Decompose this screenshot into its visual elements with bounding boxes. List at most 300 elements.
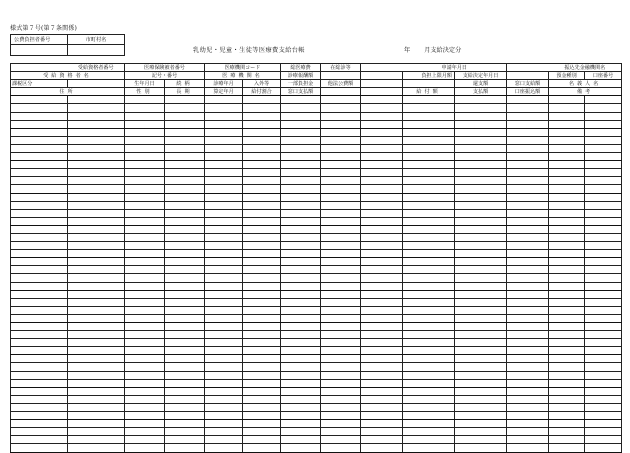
record-cell[interactable] [455,161,507,169]
record-cell[interactable] [243,96,281,104]
record-cell[interactable] [403,306,455,314]
record-cell[interactable] [68,347,125,355]
record-cell[interactable] [455,193,507,201]
record-cell[interactable] [361,193,403,201]
record-cell[interactable] [507,331,549,339]
record-cell[interactable] [68,266,125,274]
record-cell[interactable] [507,387,549,395]
record-cell[interactable] [11,128,68,136]
record-cell[interactable] [281,225,321,233]
record-cell[interactable] [507,323,549,331]
record-cell[interactable] [507,314,549,322]
record-cell[interactable] [361,258,403,266]
record-cell[interactable] [11,412,68,420]
record-cell[interactable] [455,363,507,371]
record-cell[interactable] [11,209,68,217]
record-cell[interactable] [361,104,403,112]
record-cell[interactable] [549,412,585,420]
record-cell[interactable] [455,185,507,193]
record-cell[interactable] [455,217,507,225]
record-cell[interactable] [321,96,361,104]
record-cell[interactable] [585,436,622,444]
record-cell[interactable] [165,347,205,355]
record-cell[interactable] [455,266,507,274]
record-cell[interactable] [361,428,403,436]
record-cell[interactable] [549,185,585,193]
record-cell[interactable] [243,436,281,444]
record-cell[interactable] [455,274,507,282]
record-cell[interactable] [403,242,455,250]
record-cell[interactable] [125,355,165,363]
record-cell[interactable] [403,96,455,104]
record-cell[interactable] [281,258,321,266]
record-cell[interactable] [403,161,455,169]
record-cell[interactable] [455,120,507,128]
record-cell[interactable] [361,314,403,322]
record-cell[interactable] [549,282,585,290]
record-cell[interactable] [243,217,281,225]
record-cell[interactable] [68,104,125,112]
record-cell[interactable] [165,331,205,339]
record-cell[interactable] [361,185,403,193]
record-cell[interactable] [403,209,455,217]
record-cell[interactable] [165,387,205,395]
record-cell[interactable] [205,290,243,298]
record-cell[interactable] [125,193,165,201]
record-cell[interactable] [281,242,321,250]
record-cell[interactable] [321,120,361,128]
record-cell[interactable] [585,136,622,144]
record-cell[interactable] [455,104,507,112]
record-cell[interactable] [403,250,455,258]
record-cell[interactable] [281,96,321,104]
record-cell[interactable] [455,420,507,428]
record-cell[interactable] [585,290,622,298]
record-cell[interactable] [165,242,205,250]
record-cell[interactable] [455,282,507,290]
record-cell[interactable] [68,331,125,339]
record-cell[interactable] [125,128,165,136]
record-cell[interactable] [403,112,455,120]
record-cell[interactable] [243,209,281,217]
record-cell[interactable] [11,266,68,274]
record-cell[interactable] [125,242,165,250]
record-cell[interactable] [165,104,205,112]
record-cell[interactable] [455,395,507,403]
record-cell[interactable] [68,371,125,379]
record-cell[interactable] [281,266,321,274]
record-cell[interactable] [281,201,321,209]
record-cell[interactable] [585,193,622,201]
record-cell[interactable] [165,266,205,274]
record-cell[interactable] [205,193,243,201]
record-cell[interactable] [125,395,165,403]
record-cell[interactable] [205,314,243,322]
record-cell[interactable] [243,169,281,177]
record-cell[interactable] [403,120,455,128]
record-cell[interactable] [205,161,243,169]
record-cell[interactable] [68,144,125,152]
record-cell[interactable] [11,104,68,112]
record-cell[interactable] [68,185,125,193]
record-cell[interactable] [125,331,165,339]
record-cell[interactable] [507,177,549,185]
record-cell[interactable] [11,193,68,201]
record-cell[interactable] [125,266,165,274]
record-cell[interactable] [243,420,281,428]
record-cell[interactable] [281,371,321,379]
record-cell[interactable] [585,412,622,420]
record-cell[interactable] [205,355,243,363]
record-cell[interactable] [68,274,125,282]
record-cell[interactable] [165,112,205,120]
record-cell[interactable] [243,201,281,209]
record-cell[interactable] [11,242,68,250]
record-cell[interactable] [243,355,281,363]
record-cell[interactable] [549,112,585,120]
record-cell[interactable] [403,323,455,331]
record-cell[interactable] [11,153,68,161]
record-cell[interactable] [281,282,321,290]
record-cell[interactable] [11,403,68,411]
record-cell[interactable] [321,266,361,274]
record-cell[interactable] [281,112,321,120]
record-cell[interactable] [205,331,243,339]
record-cell[interactable] [361,96,403,104]
record-cell[interactable] [361,242,403,250]
record-cell[interactable] [507,250,549,258]
record-cell[interactable] [585,242,622,250]
record-cell[interactable] [165,136,205,144]
record-cell[interactable] [455,323,507,331]
record-cell[interactable] [68,323,125,331]
record-cell[interactable] [321,177,361,185]
record-cell[interactable] [165,128,205,136]
record-cell[interactable] [361,153,403,161]
record-cell[interactable] [165,96,205,104]
record-cell[interactable] [165,185,205,193]
record-cell[interactable] [549,420,585,428]
record-cell[interactable] [361,266,403,274]
record-cell[interactable] [507,371,549,379]
record-cell[interactable] [361,112,403,120]
record-cell[interactable] [455,153,507,161]
record-cell[interactable] [321,387,361,395]
record-cell[interactable] [549,128,585,136]
record-cell[interactable] [507,201,549,209]
record-cell[interactable] [507,136,549,144]
record-cell[interactable] [68,96,125,104]
record-cell[interactable] [11,306,68,314]
record-cell[interactable] [585,177,622,185]
record-cell[interactable] [585,225,622,233]
municipality-cell[interactable] [68,45,125,56]
record-cell[interactable] [455,233,507,241]
record-cell[interactable] [507,274,549,282]
record-cell[interactable] [68,306,125,314]
record-cell[interactable] [165,298,205,306]
record-cell[interactable] [11,363,68,371]
record-cell[interactable] [507,339,549,347]
record-cell[interactable] [205,444,243,452]
record-cell[interactable] [585,169,622,177]
record-cell[interactable] [585,355,622,363]
record-cell[interactable] [243,306,281,314]
record-cell[interactable] [455,387,507,395]
record-cell[interactable] [165,339,205,347]
record-cell[interactable] [361,347,403,355]
record-cell[interactable] [403,314,455,322]
record-cell[interactable] [507,209,549,217]
record-cell[interactable] [403,355,455,363]
record-cell[interactable] [281,363,321,371]
record-cell[interactable] [11,177,68,185]
record-cell[interactable] [68,363,125,371]
record-cell[interactable] [165,209,205,217]
record-cell[interactable] [165,153,205,161]
record-cell[interactable] [281,153,321,161]
record-cell[interactable] [403,258,455,266]
record-cell[interactable] [165,290,205,298]
record-cell[interactable] [585,120,622,128]
record-cell[interactable] [11,428,68,436]
record-cell[interactable] [455,331,507,339]
record-cell[interactable] [11,274,68,282]
record-cell[interactable] [11,436,68,444]
record-cell[interactable] [243,233,281,241]
record-cell[interactable] [165,314,205,322]
record-cell[interactable] [321,444,361,452]
record-cell[interactable] [361,412,403,420]
record-cell[interactable] [165,193,205,201]
record-cell[interactable] [403,233,455,241]
record-cell[interactable] [165,444,205,452]
record-cell[interactable] [361,120,403,128]
record-cell[interactable] [205,96,243,104]
record-cell[interactable] [585,314,622,322]
record-cell[interactable] [585,201,622,209]
record-cell[interactable] [125,412,165,420]
record-cell[interactable] [549,314,585,322]
record-cell[interactable] [455,314,507,322]
record-cell[interactable] [549,144,585,152]
record-cell[interactable] [205,217,243,225]
record-cell[interactable] [11,395,68,403]
record-cell[interactable] [11,112,68,120]
record-cell[interactable] [243,412,281,420]
record-cell[interactable] [125,201,165,209]
record-cell[interactable] [321,331,361,339]
record-cell[interactable] [361,290,403,298]
record-cell[interactable] [455,428,507,436]
record-cell[interactable] [125,136,165,144]
record-cell[interactable] [281,306,321,314]
record-cell[interactable] [585,444,622,452]
record-cell[interactable] [321,128,361,136]
record-cell[interactable] [549,306,585,314]
record-cell[interactable] [403,136,455,144]
record-cell[interactable] [321,185,361,193]
record-cell[interactable] [361,177,403,185]
record-cell[interactable] [403,395,455,403]
record-cell[interactable] [281,298,321,306]
record-cell[interactable] [585,144,622,152]
record-cell[interactable] [68,217,125,225]
record-cell[interactable] [403,177,455,185]
record-cell[interactable] [11,258,68,266]
record-cell[interactable] [361,136,403,144]
record-cell[interactable] [125,233,165,241]
record-cell[interactable] [11,201,68,209]
record-cell[interactable] [243,274,281,282]
record-cell[interactable] [281,185,321,193]
record-cell[interactable] [403,339,455,347]
record-cell[interactable] [165,217,205,225]
record-cell[interactable] [321,193,361,201]
record-cell[interactable] [585,274,622,282]
record-cell[interactable] [165,177,205,185]
record-cell[interactable] [455,290,507,298]
record-cell[interactable] [549,201,585,209]
record-cell[interactable] [165,436,205,444]
record-cell[interactable] [585,403,622,411]
record-cell[interactable] [507,144,549,152]
record-cell[interactable] [403,153,455,161]
record-cell[interactable] [165,412,205,420]
record-cell[interactable] [205,258,243,266]
record-cell[interactable] [11,185,68,193]
record-cell[interactable] [125,120,165,128]
record-cell[interactable] [321,209,361,217]
record-cell[interactable] [165,258,205,266]
record-cell[interactable] [11,420,68,428]
record-cell[interactable] [507,128,549,136]
record-cell[interactable] [205,209,243,217]
record-cell[interactable] [585,96,622,104]
record-cell[interactable] [68,379,125,387]
record-cell[interactable] [455,306,507,314]
record-cell[interactable] [281,436,321,444]
record-cell[interactable] [125,306,165,314]
record-cell[interactable] [361,217,403,225]
record-cell[interactable] [205,250,243,258]
record-cell[interactable] [243,403,281,411]
record-cell[interactable] [507,161,549,169]
record-cell[interactable] [549,323,585,331]
record-cell[interactable] [125,428,165,436]
record-cell[interactable] [68,314,125,322]
record-cell[interactable] [205,128,243,136]
record-cell[interactable] [549,161,585,169]
record-cell[interactable] [321,428,361,436]
record-cell[interactable] [361,420,403,428]
record-cell[interactable] [205,120,243,128]
record-cell[interactable] [321,436,361,444]
record-cell[interactable] [205,233,243,241]
record-cell[interactable] [455,209,507,217]
record-cell[interactable] [68,193,125,201]
record-cell[interactable] [549,209,585,217]
record-cell[interactable] [321,403,361,411]
record-cell[interactable] [281,169,321,177]
record-cell[interactable] [205,185,243,193]
record-cell[interactable] [507,153,549,161]
record-cell[interactable] [243,250,281,258]
record-cell[interactable] [507,444,549,452]
record-cell[interactable] [585,387,622,395]
record-cell[interactable] [243,387,281,395]
record-cell[interactable] [11,233,68,241]
record-cell[interactable] [507,120,549,128]
record-cell[interactable] [361,161,403,169]
record-cell[interactable] [165,355,205,363]
record-cell[interactable] [281,104,321,112]
record-cell[interactable] [507,169,549,177]
record-cell[interactable] [125,185,165,193]
record-cell[interactable] [403,274,455,282]
record-cell[interactable] [585,428,622,436]
record-cell[interactable] [585,161,622,169]
record-cell[interactable] [205,274,243,282]
record-cell[interactable] [321,306,361,314]
record-cell[interactable] [68,395,125,403]
record-cell[interactable] [455,242,507,250]
record-cell[interactable] [361,355,403,363]
record-cell[interactable] [205,387,243,395]
record-cell[interactable] [68,290,125,298]
record-cell[interactable] [125,371,165,379]
record-cell[interactable] [507,242,549,250]
record-cell[interactable] [165,250,205,258]
record-cell[interactable] [68,282,125,290]
record-cell[interactable] [125,339,165,347]
record-cell[interactable] [165,144,205,152]
record-cell[interactable] [361,274,403,282]
record-cell[interactable] [165,420,205,428]
record-cell[interactable] [205,403,243,411]
record-cell[interactable] [507,185,549,193]
record-cell[interactable] [455,379,507,387]
record-cell[interactable] [321,217,361,225]
record-cell[interactable] [281,193,321,201]
record-cell[interactable] [243,282,281,290]
record-cell[interactable] [361,225,403,233]
record-cell[interactable] [321,112,361,120]
record-cell[interactable] [361,233,403,241]
record-cell[interactable] [321,298,361,306]
record-cell[interactable] [11,298,68,306]
record-cell[interactable] [243,347,281,355]
record-cell[interactable] [281,355,321,363]
record-cell[interactable] [165,395,205,403]
record-cell[interactable] [165,428,205,436]
record-cell[interactable] [507,347,549,355]
record-cell[interactable] [403,169,455,177]
record-cell[interactable] [125,144,165,152]
record-cell[interactable] [585,258,622,266]
record-cell[interactable] [321,258,361,266]
record-cell[interactable] [455,201,507,209]
record-cell[interactable] [243,153,281,161]
record-cell[interactable] [11,371,68,379]
record-cell[interactable] [403,412,455,420]
record-cell[interactable] [321,314,361,322]
record-cell[interactable] [549,169,585,177]
record-cell[interactable] [549,193,585,201]
record-cell[interactable] [281,323,321,331]
record-cell[interactable] [68,444,125,452]
record-cell[interactable] [585,363,622,371]
